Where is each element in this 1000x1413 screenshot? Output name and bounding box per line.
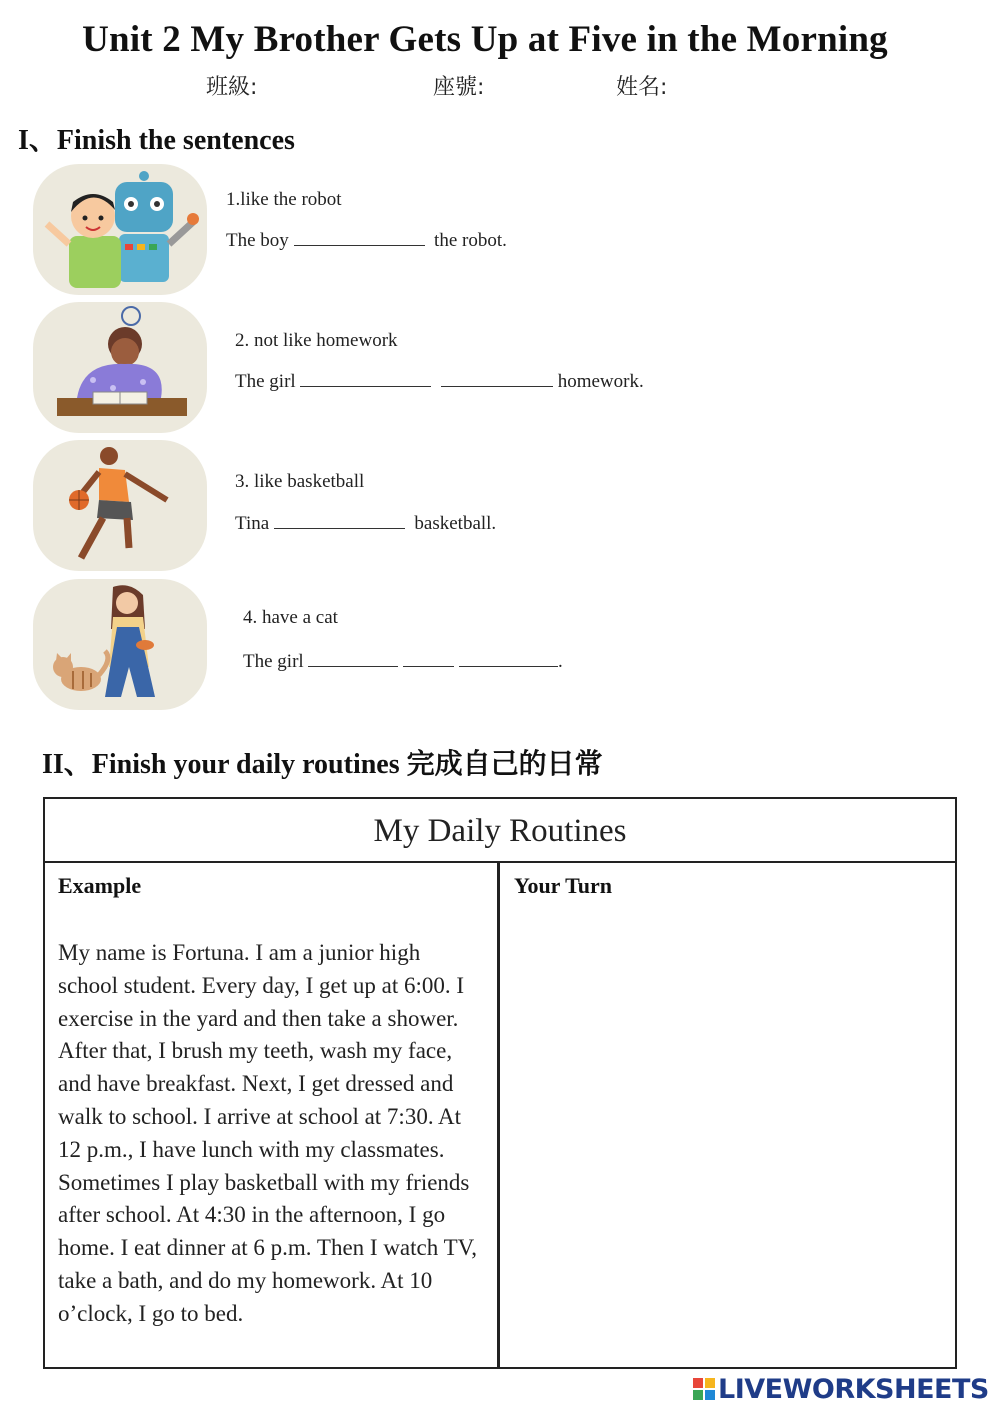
liveworksheets-brand: LIVEWORKSHEETS [718, 1373, 989, 1405]
item-3-after: basketball. [414, 513, 497, 534]
item-1-prompt: 1.like the robot [226, 189, 342, 210]
item-1-after: the robot. [434, 230, 507, 251]
example-heading: Example [58, 873, 142, 898]
item-1-blank[interactable] [294, 231, 425, 246]
class-label: 班級: [206, 75, 258, 100]
item-2-before: The girl [235, 371, 296, 392]
girl-tired-of-homework-icon [33, 302, 207, 433]
item-4-prompt: 4. have a cat [243, 607, 338, 628]
item-4-before: The girl [243, 651, 304, 672]
section-1-heading: I、Finish the sentences [18, 125, 295, 156]
item-4-blank-3[interactable] [459, 652, 558, 667]
item-2-blank-1[interactable] [300, 372, 431, 387]
item-4-sentence [243, 651, 563, 673]
item-2-after: homework. [557, 371, 644, 392]
liveworksheets-logo-icon [692, 1377, 716, 1401]
section-2-heading [42, 742, 603, 782]
liveworksheets-logo [692, 1373, 989, 1405]
item-1-sentence [226, 230, 507, 252]
item-4-blank-1[interactable] [308, 652, 398, 667]
section-2-heading-zh: 完成自己的日常 [406, 747, 603, 780]
example-paragraph: My name is Fortuna. I am a junior high school student. Every day, I get up at 6:00. I exercise in the yard and then take a shower. After that, I brush my teeth, wash my face, and have breakfast. Next, I get dressed and walk to school. I arrive at school at 7:30. At 12 p.m., I have lunch with my classmates. Sometimes I play basketball with my friends after school. At 4:30 in the afternoon, I go home. I eat dinner at 6 p.m. Then I watch TV, take a bath, and do my homework. At 10 o’clock, I go to bed. [58, 940, 478, 1326]
item-4-after: . [557, 651, 563, 672]
section-2-heading-en: II、Finish your daily routines [42, 749, 400, 780]
table-title: My Daily Routines [45, 799, 955, 863]
item-1-before: The boy [226, 230, 289, 251]
girl-playing-basketball-icon [33, 440, 207, 571]
item-2-prompt: 2. not like homework [235, 330, 398, 351]
boy-with-robot-icon [33, 164, 207, 295]
daily-routines-table [43, 797, 957, 1369]
item-3-sentence [235, 513, 496, 535]
girl-with-cat-icon [33, 579, 207, 710]
your-turn-answer-area[interactable] [514, 909, 939, 1354]
item-3-blank[interactable] [274, 514, 405, 529]
item-3-prompt: 3. like basketball [235, 471, 365, 492]
your-turn-heading: Your Turn [514, 873, 613, 898]
name-label: 姓名: [616, 75, 668, 100]
page-title: Unit 2 My Brother Gets Up at Five in the Morning [82, 19, 888, 60]
column-divider [497, 863, 500, 1368]
seat-label: 座號: [433, 75, 485, 100]
item-3-before: Tina [235, 513, 270, 534]
item-2-blank-2[interactable] [441, 372, 553, 387]
item-4-blank-2[interactable] [403, 652, 454, 667]
item-2-sentence [235, 371, 644, 393]
